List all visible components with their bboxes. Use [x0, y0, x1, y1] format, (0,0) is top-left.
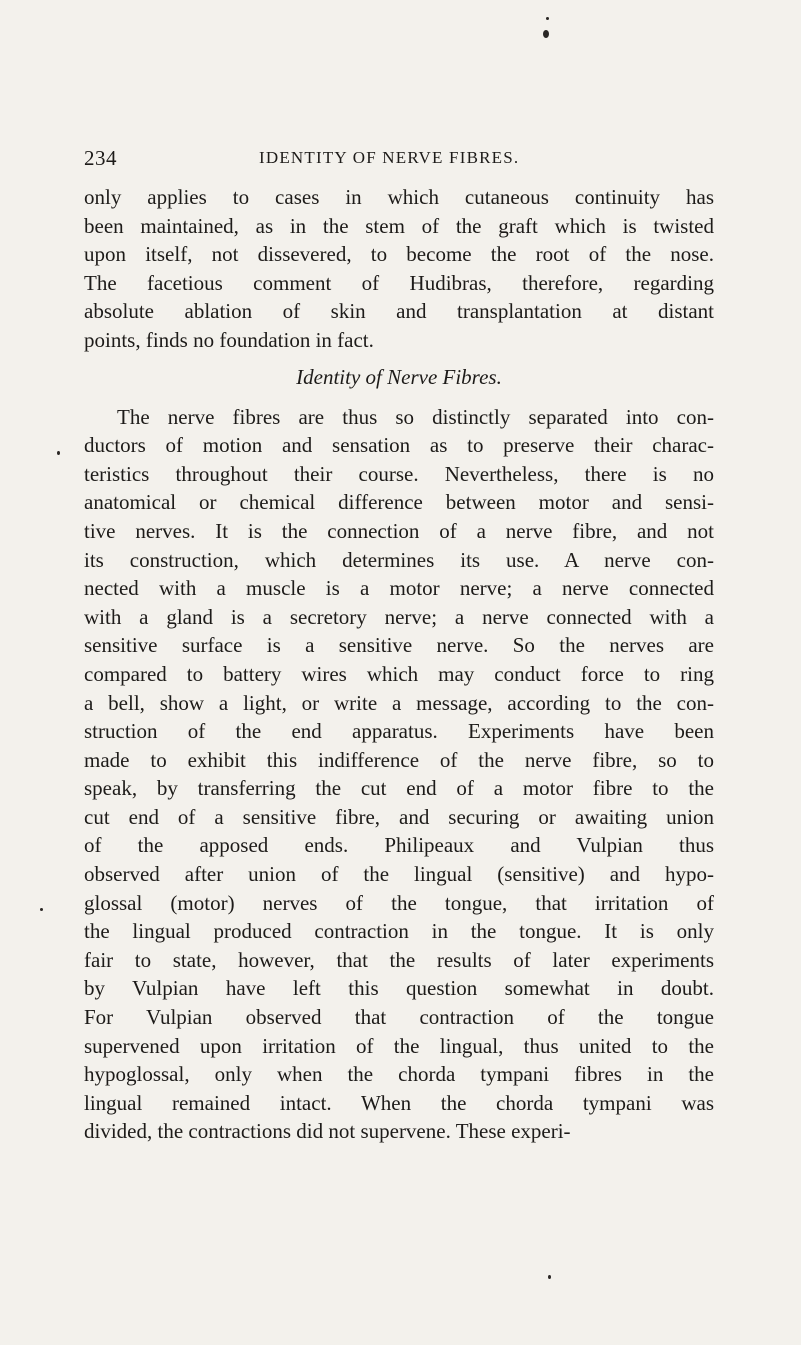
text-line: the lingual produced contraction in the tongue. It is only: [84, 919, 714, 944]
text-line: by Vulpian have left this question somewhat in doubt.: [84, 976, 714, 1001]
text-line: supervened upon irritation of the lingual, thus united to the: [84, 1033, 714, 1058]
text-line: anatomical or chemical difference between motor and sensi-: [84, 490, 714, 515]
paragraph-identity-of-nerve-fibres: [84, 403, 714, 1146]
text-line: a bell, show a light, or write a message, according to the con-: [84, 690, 714, 715]
ink-speck: [57, 451, 60, 455]
text-line: tive nerves. It is the connection of a nerve fibre, and not: [84, 518, 714, 543]
page-number: 234: [84, 146, 117, 170]
paragraph-continuation: [84, 183, 714, 355]
text-line: speak, by transferring the cut end of a motor fibre to the: [84, 776, 714, 801]
text-line: observed after union of the lingual (sensitive) and hypo-: [84, 862, 714, 887]
text-line: hypoglossal, only when the chorda tympani fibres in the: [84, 1062, 714, 1087]
text-line: points, finds no foundation in fact.: [84, 327, 374, 352]
text-line: struction of the end apparatus. Experiments have been: [84, 719, 714, 744]
text-line: been maintained, as in the stem of the graft which is twisted: [84, 213, 714, 238]
text-line: its construction, which determines its use. A nerve con-: [84, 547, 714, 572]
text-line: teristics throughout their course. Nevertheless, there is no: [84, 461, 714, 486]
text-line: made to exhibit this indifference of the nerve fibre, so to: [84, 747, 714, 772]
text-line: ductors of motion and sensation as to preserve their charac-: [84, 433, 714, 458]
text-line: glossal (motor) nerves of the tongue, that irritation of: [84, 890, 714, 915]
text-line: absolute ablation of skin and transplantation at distant: [84, 299, 714, 324]
text-line: For Vulpian observed that contraction of the tongue: [84, 1005, 714, 1030]
text-line: The nerve fibres are thus so distinctly separated into con-: [117, 404, 714, 429]
text-line: nected with a muscle is a motor nerve; a nerve connected: [84, 576, 714, 601]
page-header: [84, 146, 714, 174]
ink-speck: [548, 1275, 551, 1279]
text-line: cut end of a sensitive fibre, and securing or awaiting union: [84, 804, 714, 829]
ink-speck: [546, 17, 549, 20]
section-heading: Identity of Nerve Fibres.: [296, 364, 502, 389]
running-head: IDENTITY OF NERVE FIBRES.: [259, 148, 520, 167]
text-line: compared to battery wires which may conduct force to ring: [84, 661, 714, 686]
text-line: fair to state, however, that the results of later experiments: [84, 947, 714, 972]
text-line: The facetious comment of Hudibras, therefore, regarding: [84, 270, 714, 295]
page-body: [84, 183, 714, 1146]
ink-speck: [543, 30, 549, 38]
text-line: of the apposed ends. Philipeaux and Vulpian thus: [84, 833, 714, 858]
text-line: with a gland is a secretory nerve; a nerve connected with a: [84, 604, 714, 629]
text-line: only applies to cases in which cutaneous continuity has: [84, 185, 714, 209]
text-line: sensitive surface is a sensitive nerve. So the nerves are: [84, 633, 714, 658]
text-line: lingual remained intact. When the chorda tympani was: [84, 1090, 714, 1115]
ink-speck: [40, 908, 43, 911]
text-line: upon itself, not dissevered, to become the root of the nose.: [84, 242, 714, 267]
text-line: divided, the contractions did not supervene. These experi-: [84, 1119, 571, 1144]
